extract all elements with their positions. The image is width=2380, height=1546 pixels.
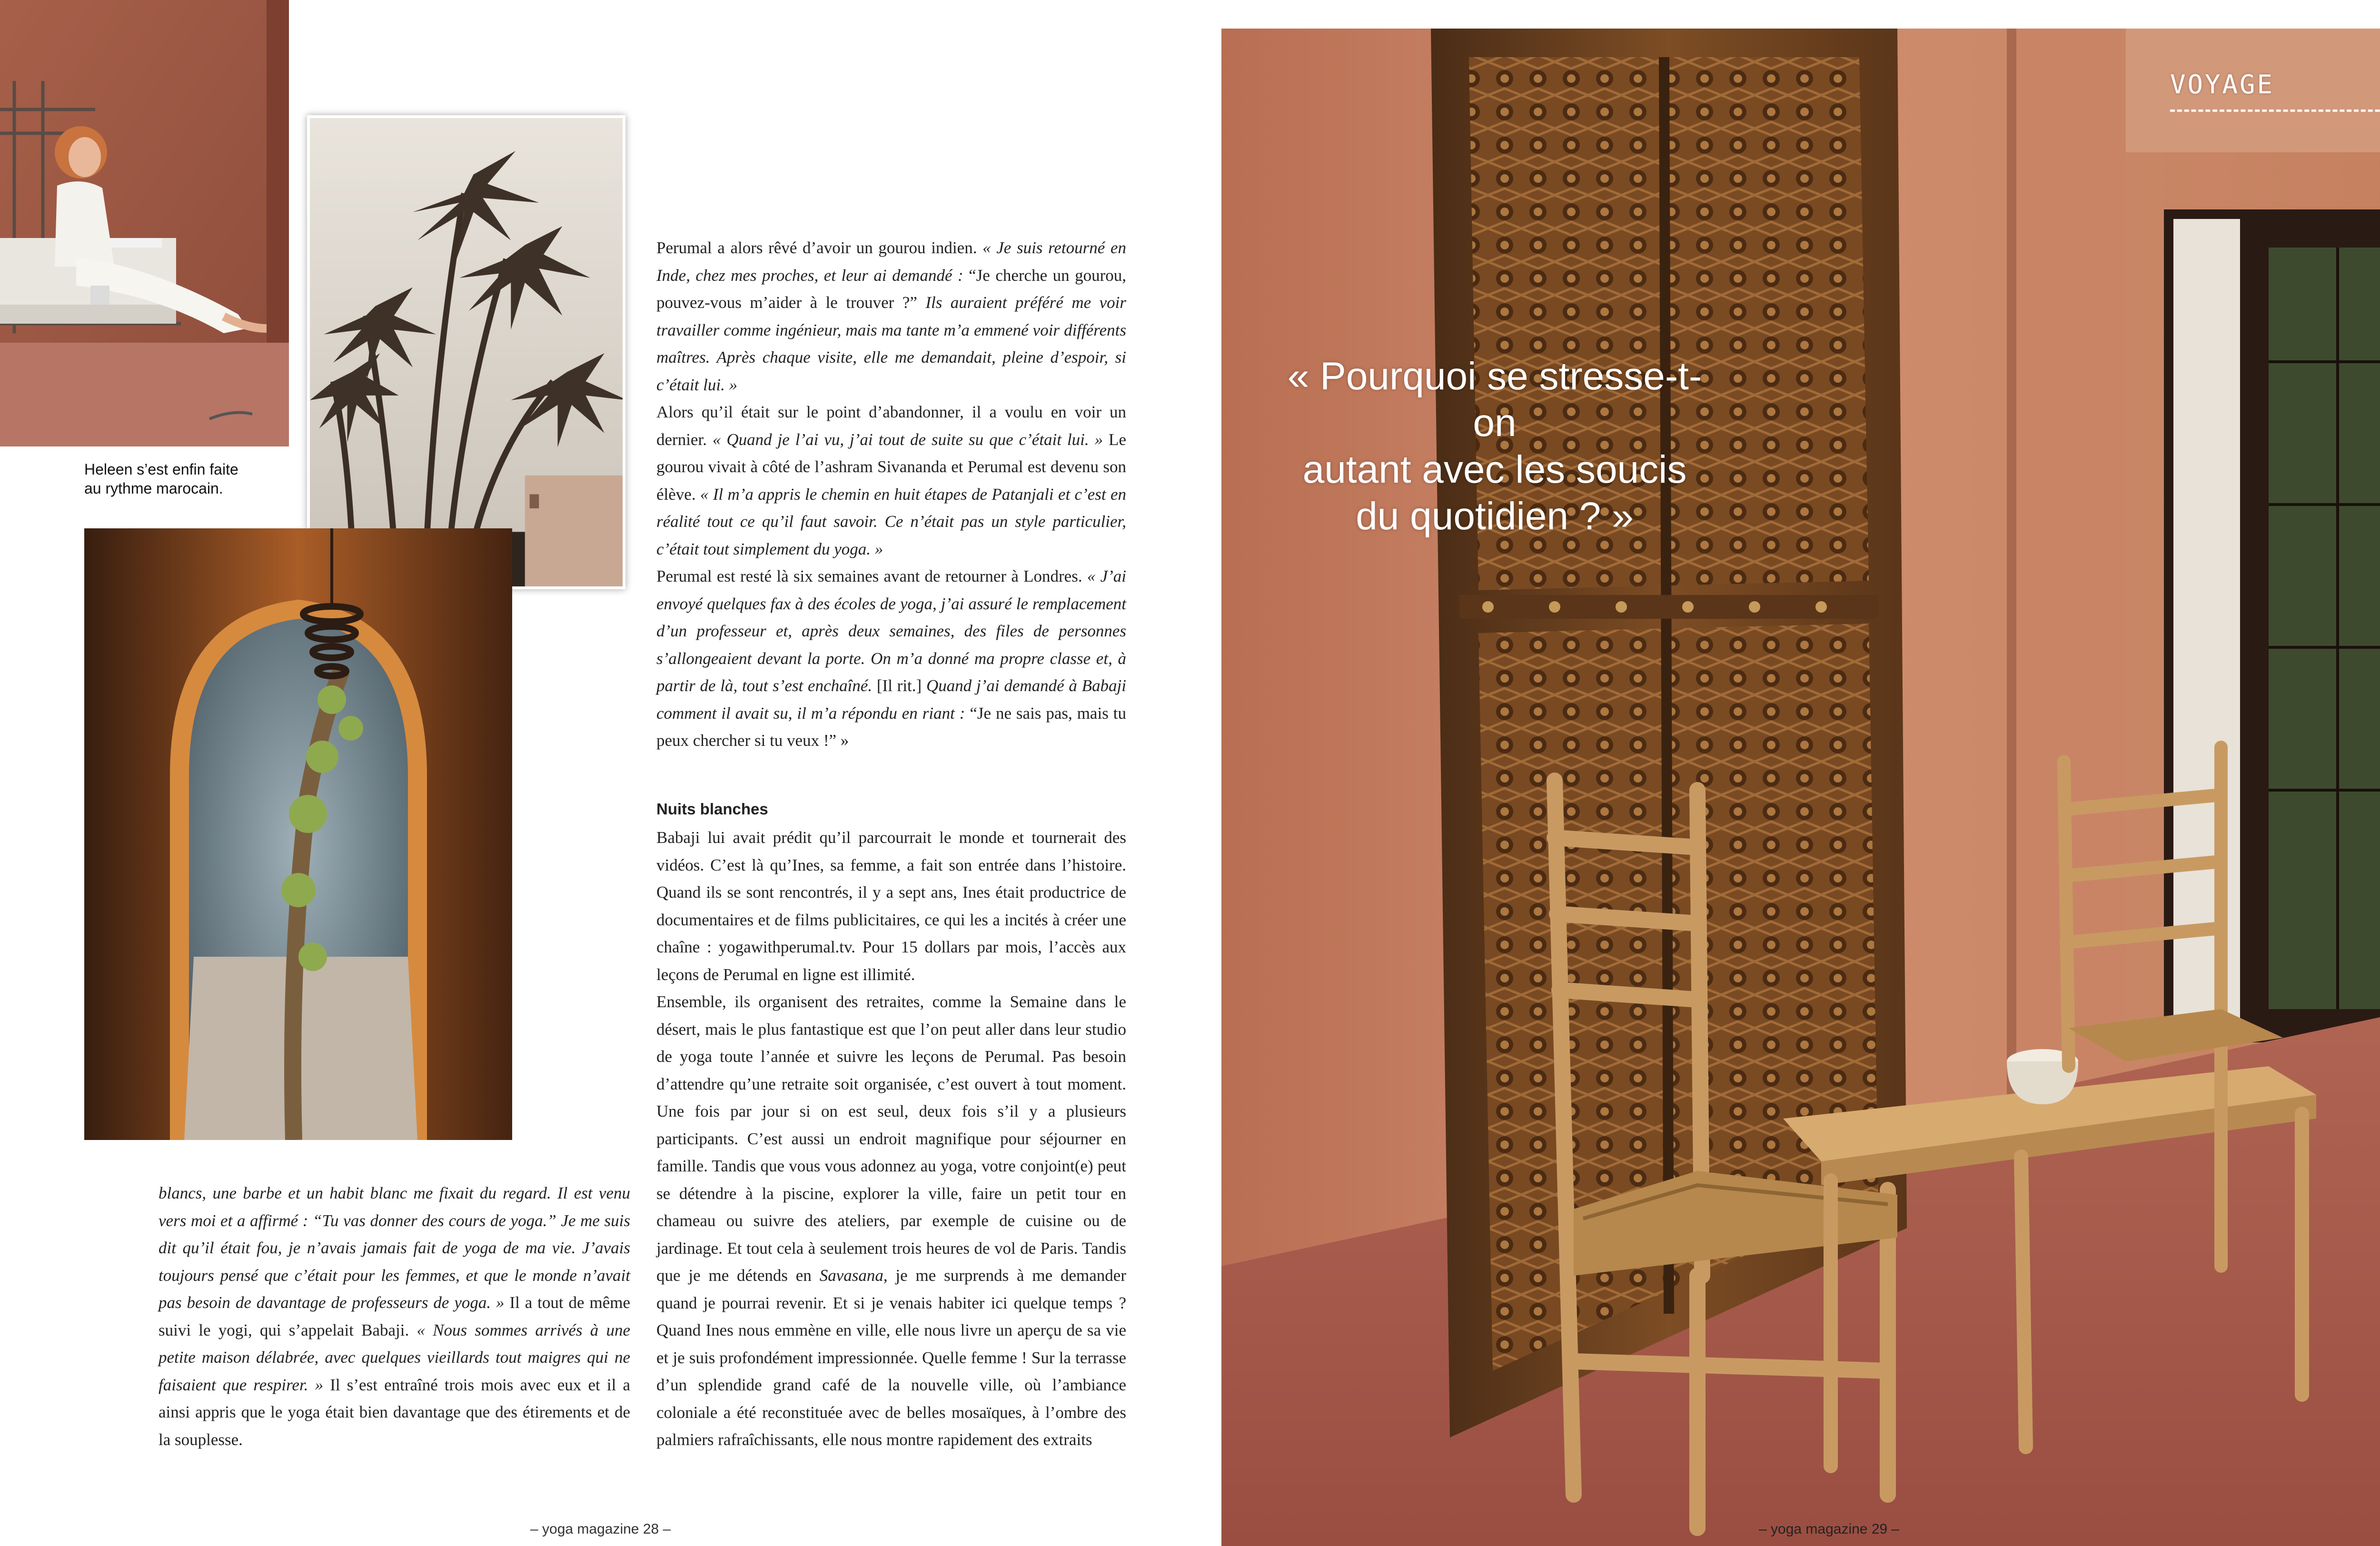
text-run: , je me surprends à me demander quand je pourrai revenir. Et si je venais habiter ici quelque temps ? Quand Ines nous emmène en ville, elle nous livre un aperçu de sa vie et je suis profondément impressionnée. Quelle femme ! Sur la terrasse d’un splendide grand café de la nouvelle ville, où l’ambiance coloniale a été reconstituée avec de belles mosaïques, à l’ombre des palmiers rafraîchissants, elle nous montre rapidement des extraits xyxy=(656,1266,1126,1449)
photo-woman-on-bed xyxy=(0,0,289,446)
article-paragraph xyxy=(656,234,1126,398)
page-number-left: – yoga magazine 28 – xyxy=(530,1521,671,1537)
pull-quote xyxy=(1280,353,1709,540)
pull-quote-line: « Pourquoi se stresse-t-on xyxy=(1287,355,1702,445)
quote-run: « J’ai envoyé quelques fax à des écoles de yoga, j’ai assuré le remplacement d’un professeur et, après deux semaines, des files de personnes s’allongeaient devant la porte. On m’a donné ma propre classe et, à partir de là, tout s’est enchaîné. xyxy=(656,567,1126,695)
quote-run: « Nous sommes arrivés à une petite maison délabrée, avec quelques vieillards tout maigres qui ne faisaient que respirer. » xyxy=(159,1320,630,1394)
quote-run: « Il m’a appris le chemin en huit étapes de Patanjali et c’est en réalité tout ce qu’il faut savoir. Ce n’était pas un style particulier, c’était tout simplement du yoga. » xyxy=(656,485,1126,558)
photo-caption: Heleen s’est enfin faite au rythme marocain. xyxy=(84,461,238,497)
text-run: “Je cherche un gourou, pouvez-vous m’aider à le trouver ?” xyxy=(656,266,1127,312)
text-run: Le gourou vivait à côté de l’ashram Sivananda et Perumal est devenu son élève. xyxy=(656,430,1126,504)
article-column-right-continued xyxy=(656,824,1126,1454)
article-paragraph xyxy=(656,824,1126,988)
article-column-left xyxy=(159,1179,630,1453)
quote-run: « Je suis retourné en Inde, chez mes proches, et leur ai demandé : xyxy=(656,238,1126,285)
pull-quote-line: du quotidien ? » xyxy=(1356,495,1634,538)
article-paragraph xyxy=(656,563,1126,754)
text-run: [Il rit.] xyxy=(876,676,926,695)
section-label-rule xyxy=(2170,109,2380,112)
photo-palm-trees xyxy=(307,115,625,589)
section-label: VOYAGE xyxy=(2170,69,2275,99)
text-run: Il s’est entraîné trois mois avec eux et il a ainsi appris que le yoga était bien davantage que des étirements et de la souplesse. xyxy=(159,1375,630,1449)
text-run: Perumal a alors rêvé d’avoir un gourou indien. xyxy=(656,238,983,257)
page-number-right: – yoga magazine 29 – xyxy=(1759,1521,1900,1537)
text-run: “Je ne sais pas, mais tu peux chercher si tu veux !” » xyxy=(656,704,1126,750)
quote-run: « Quand je l’ai vu, j’ai tout de suite su que c’était lui. » xyxy=(712,430,1103,449)
quote-run: Ils auraient préféré me voir travailler comme ingénieur, mais ma tante m’a emmené voir différents maîtres. Après chaque visite, elle me demandait, pleine d’espoir, si c’était lui. » xyxy=(656,293,1126,394)
pull-quote-line: autant avec les soucis xyxy=(1302,448,1687,491)
text-run: Perumal est resté là six semaines avant de retourner à Londres. xyxy=(656,567,1087,585)
text-run: Il a tout de même suivi le yogi, qui s’appelait Babaji. xyxy=(159,1293,630,1339)
quote-run: Savasana xyxy=(819,1266,883,1285)
text-run: Ensemble, ils organisent des retraites, comme la Semaine dans le désert, mais le plus fantastique est que l’on peut aller dans leur studio de yoga toute l’année et suivre les leçons de Perumal. Pas besoin d’attendre qu’une retraite soit organisée, c’est ouvert à tout moment. Une fois par jour si on est seul, deux fois s’il y a plusieurs participants. C’est aussi un endroit magnifique pour séjourner en famille. Tandis que vous vous adonnez au yoga, votre conjoint(e) peut se détendre à la piscine, explorer la ville, faire un petit tour en chameau ou suivre des ateliers, par exemple de cuisine ou de jardinage. Et tout cela à seulement trois heures de vol de Paris. Tandis que je me détends en xyxy=(656,992,1126,1285)
article-paragraph xyxy=(656,398,1126,563)
text-run: Alors qu’il était sur le point d’abandonner, il a voulu en voir un dernier. xyxy=(656,403,1126,449)
section-heading: Nuits blanches xyxy=(656,800,768,818)
photo-carved-door-terrace xyxy=(1221,29,2380,1546)
photo-arch-courtyard xyxy=(84,528,512,1140)
article-column-right xyxy=(656,234,1126,754)
article-paragraph xyxy=(159,1179,630,1453)
text-run: Babaji lui avait prédit qu’il parcourrait le monde et tournerait des vidéos. C’est là qu’Ines, sa femme, a fait son entrée dans l’histoire. Quand ils se sont rencontrés, il y a sept ans, Ines était productrice de documentaires et de films publicitaires, ce qui les a incités à créer une chaîne : yogawithperumal.tv. Pour 15 dollars par mois, l’accès aux leçons de Perumal en ligne est illimité. xyxy=(656,828,1126,984)
article-paragraph xyxy=(656,988,1126,1454)
quote-run: Quand j’ai demandé à Babaji comment il avait su, il m’a répondu en riant : xyxy=(656,676,1126,723)
quote-run: blancs, une barbe et un habit blanc me fixait du regard. Il est venu vers moi et a affirmé : “Tu vas donner des cours de yoga.” Je me suis dit qu’il était fou, je n’avais jamais fait de yoga de ma vie. J’avais toujours pensé que c’était pour les femmes, et que le monde n’avait pas besoin de davantage de professeurs de yoga. » xyxy=(159,1184,630,1312)
